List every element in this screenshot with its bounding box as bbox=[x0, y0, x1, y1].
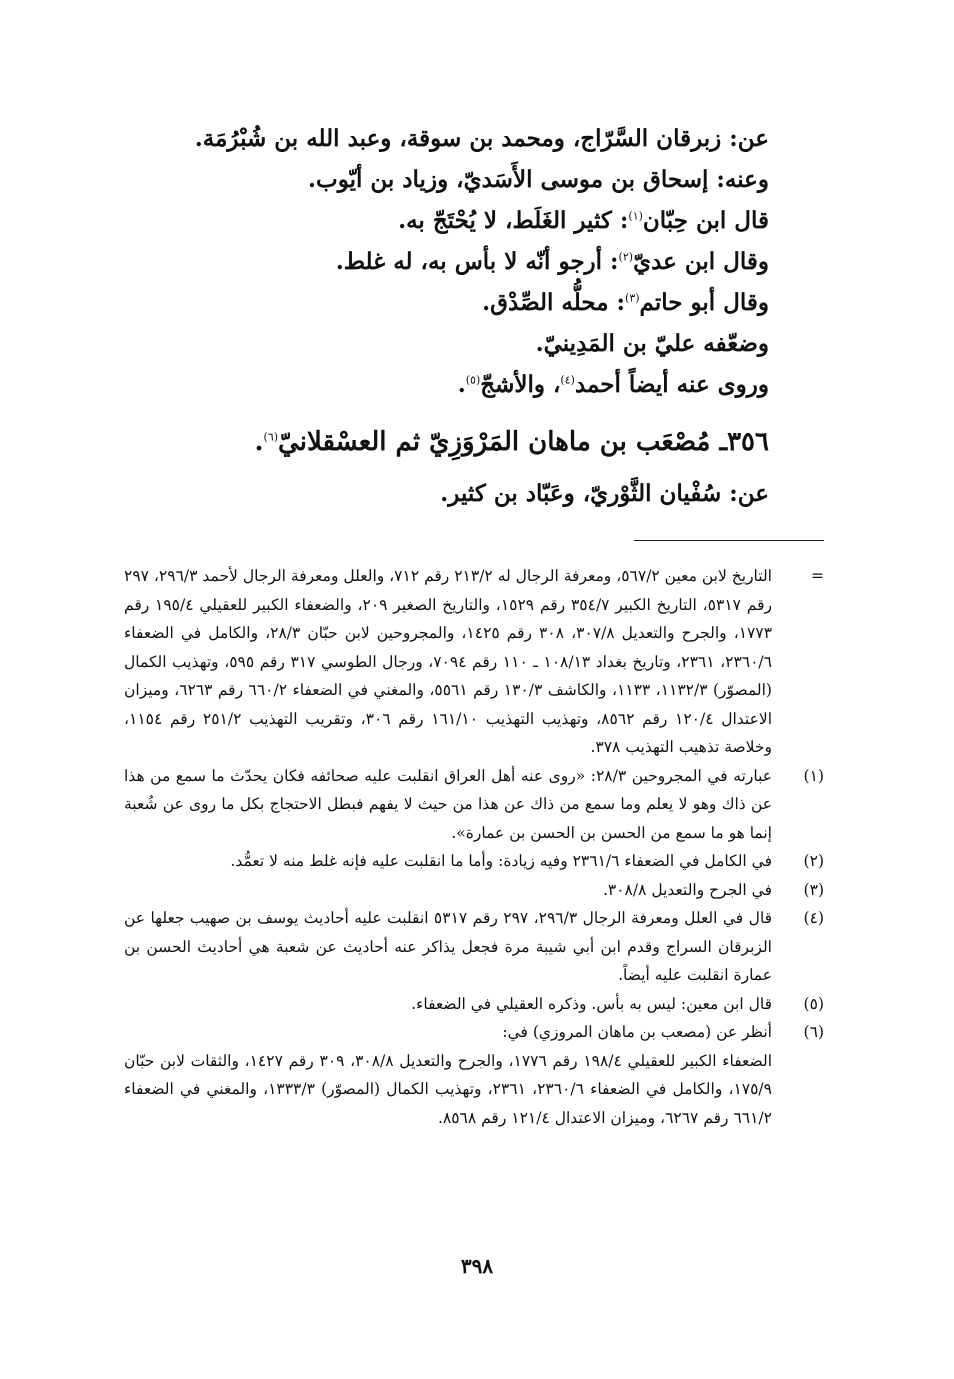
footnote-4 bbox=[124, 904, 824, 990]
footnote-ref-4[interactable]: (٤) bbox=[560, 373, 575, 387]
text: . bbox=[254, 427, 264, 457]
entry-title bbox=[169, 417, 769, 467]
continuation-marker: = bbox=[811, 567, 824, 585]
footnote-continuation bbox=[124, 562, 824, 762]
line-ibn-hibban bbox=[169, 200, 769, 241]
text: ، والأشجّ bbox=[480, 371, 561, 398]
footnote-number: (٣) bbox=[803, 880, 824, 899]
line-abu-hatim bbox=[169, 282, 769, 323]
footnote-number: (٢) bbox=[803, 852, 824, 870]
footnote-text: قال ابن معين: ليس به بأس. وذكره العقيلي في الضعفاء. bbox=[411, 994, 772, 1013]
footnote-ref-5[interactable]: (٥) bbox=[465, 373, 481, 387]
footnote-text: عبارته في المجروحين ٢٨/٣: «روى عنه أهل العراق انقلبت عليه صحائفه فكان يحدّث ما سمع من هذا عن ذاك وهو لا يعلم وما سمع من ذاك عن هذا من حيث لا يفهم فبطل الاحتجاج بكل ما روى عن شُعبة إنما هو ما سمع من الحسن بن الحسن بن عمارة». bbox=[124, 766, 772, 842]
footnote-1 bbox=[124, 762, 824, 848]
footnote-text: قال في العلل ومعرفة الرجال ٢٩٦/٣، ٢٩٧ رقم ٥٣١٧ انقلبت عليه أحاديث يوسف بن صهيب جعلها عن الزبرقان السراج وقدم ابن أبي شيبة مرة فجعل يذاكر عنه أحاديث عن شعبة هي أحاديث الحسن بن عمارة انقلبت عليه أيضاً. bbox=[124, 909, 772, 984]
footnote-number: (٤) bbox=[803, 909, 824, 927]
line-madini: وضعّفه عليّ بن المَدِينيّ. bbox=[535, 330, 769, 357]
footnote-text: أنظر عن (مصعب بن ماهان المروزي) في: bbox=[502, 1023, 772, 1041]
line-from: عن: زبرقان السَّرّاج، ومحمد بن سوقة، وعبد الله بن شُبْرُمَة. bbox=[194, 125, 769, 152]
line-ahmad bbox=[169, 364, 769, 405]
footnote-text: في الكامل في الضعفاء ٢٣٦١/٦ وفيه زيادة: وأما ما انقلبت عليه فإنه غلط منه لا تعمُّد. bbox=[230, 852, 772, 870]
main-text bbox=[169, 118, 769, 514]
footnote-5 bbox=[124, 990, 824, 1019]
line-ibn-adi bbox=[169, 241, 769, 282]
footnote-ref-2[interactable]: (٢) bbox=[618, 250, 634, 264]
footnote-2 bbox=[124, 847, 824, 876]
footnote-3 bbox=[124, 876, 824, 905]
footnote-ref-1[interactable]: (١) bbox=[628, 209, 643, 223]
page-number: ٣٩٨ bbox=[460, 1254, 494, 1278]
text: قال ابن حِبّان bbox=[642, 207, 769, 234]
text: وقال أبو حاتم bbox=[639, 289, 769, 316]
footnotes bbox=[124, 562, 824, 1132]
footnote-number: (٦) bbox=[803, 1023, 824, 1041]
text: وقال ابن عديّ bbox=[633, 248, 769, 275]
footnote-number: (١) bbox=[803, 766, 824, 785]
text: : كثير الغَلَط، لا يُحْتَجّ به. bbox=[398, 207, 629, 234]
entry-from: عن: سُفْيان الثَّوْريّ، وعَبّاد بن كثير. bbox=[440, 480, 769, 507]
footnote-text-continued: الضعفاء الكبير للعقيلي ١٩٨/٤ رقم ١٧٧٦، والجرح والتعديل ٣٠٨/٨، ٣٠٩ رقم ١٤٢٧، والثقات لابن حبّان ١٧٥/٩، والكامل في الضعفاء ٢٣٦٠/٦، ٢٣٦١، وتهذيب الكمال (المصوّر) ١٣٣٣/٣، والمغني في الضعفاء ٦٦١/٢ رقم ٦٢٦٧، وميزان الاعتدال ١٢١/٤ رقم ٨٥٦٨. bbox=[124, 1051, 772, 1127]
footnote-6 bbox=[124, 1018, 824, 1132]
footnote-ref-3[interactable]: (٣) bbox=[625, 291, 640, 305]
footnote-ref-6[interactable]: (٦) bbox=[263, 430, 279, 444]
footnote-text: في الجرح والتعديل ٣٠٨/٨. bbox=[602, 880, 772, 899]
text: . bbox=[457, 371, 466, 398]
text: : أرجو أنّه لا بأس به، له غلط. bbox=[335, 248, 619, 275]
footnote-divider bbox=[634, 540, 824, 541]
text: وروى عنه أيضاً أحمد bbox=[574, 371, 769, 398]
footnote-text: التاريخ لابن معين ٥٦٧/٢، ومعرفة الرجال له ٢١٣/٢ رقم ٧١٢، والعلل ومعرفة الرجال لأحمد ٢٩٦/٣، ٢٩٧ رقم ٥٣١٧، التاريخ الكبير ٣٥٤/٧ رقم ١٥٢٩، والتاريخ الصغير ٢٠٩، والضعفاء الكبير للعقيلي ١٩٥/٤ رقم ١٧٧٣، والجرح والتعديل ٣٠٧/٨، ٣٠٨ رقم ١٤٢٥، والمجروحين لابن حبّان ٢٨/٣، والكامل في الضعفاء ٢٣٦٠/٦، ٢٣٦١، وتاريخ بغداد ١٠٨/١٣ ـ ١١٠ رقم ٧٠٩٤، ورجال الطوسي ٣١٧ رقم ٥٩٥، وتهذيب الكمال (المصوّر) ١١٣٢/٣، ١١٣٣، والكاشف ١٣٠/٣ رقم ٥٥٦١، والمغني في الضعفاء ٦٦٠/٢ رقم ٦٢٦٣، وميزان الاعتدال ١٢٠/٤ رقم ٨٥٦٢، وتهذيب التهذيب ١٦١/١٠ رقم ٣٠٦، وتقريب التهذيب ٢٥١/٢ رقم ١١٥٤، وخلاصة تذهيب التهذيب ٣٧٨. bbox=[124, 567, 773, 756]
entry-title-text: ٣٥٦ـ مُصْعَب بن ماهان المَرْوَزِيّ ثم العسْقلانيّ bbox=[278, 427, 769, 457]
footnote-number: (٥) bbox=[803, 994, 824, 1013]
line-narrators: وعنه: إسحاق بن موسى الأَسَديّ، وزياد بن أيّوب. bbox=[308, 166, 769, 193]
text: : محلُّه الصِّدْق. bbox=[482, 289, 626, 316]
